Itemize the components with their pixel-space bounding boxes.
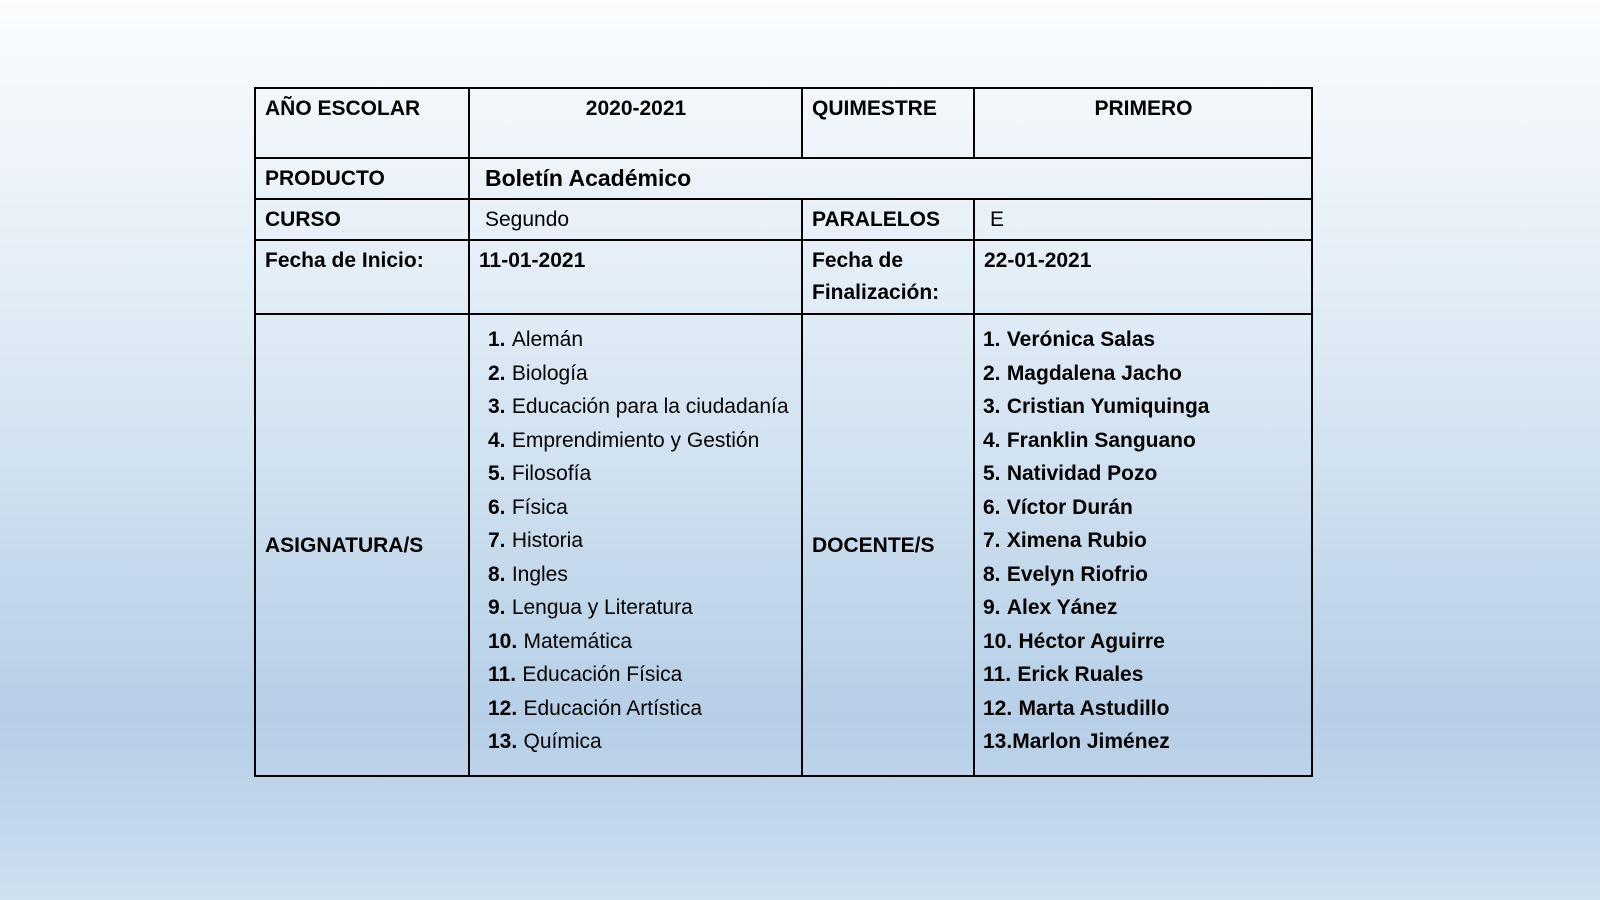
teacher-name: Héctor Aguirre: [1018, 629, 1165, 653]
row-dates: [255, 240, 1312, 314]
teacher-name: Verónica Salas: [1006, 328, 1156, 351]
subject-number: 7.: [488, 529, 506, 552]
parallels-label: PARALELOS: [802, 199, 974, 240]
subject-item: [488, 323, 793, 357]
end-date-label: Fecha de Finalización:: [802, 240, 974, 314]
row-course: [255, 199, 1312, 240]
subject-number: 13.: [488, 730, 518, 753]
subject-number: 4.: [488, 428, 506, 452]
subject-item: [488, 357, 793, 391]
subject-name: Alemán: [511, 328, 584, 351]
teacher-name: Natividad Pozo: [1006, 462, 1158, 485]
quimester-value: PRIMERO: [974, 88, 1312, 158]
teacher-item: [983, 457, 1303, 491]
teacher-name: Erick Ruales: [1017, 663, 1144, 686]
subject-number: 1.: [488, 328, 506, 351]
teachers-list: [983, 323, 1303, 759]
subject-name: Biología: [511, 361, 588, 385]
school-year-value: 2020-2021: [469, 88, 802, 158]
teacher-name: Evelyn Riofrio: [1006, 562, 1149, 586]
row-subjects-teachers: [255, 314, 1312, 776]
teacher-number: 2.: [983, 361, 1001, 385]
teacher-item: [983, 390, 1303, 424]
teacher-name: Cristian Yumiquinga: [1006, 395, 1210, 418]
row-school-year: [255, 88, 1312, 158]
subject-number: 2.: [488, 361, 506, 385]
teacher-name: Magdalena Jacho: [1006, 361, 1182, 385]
teacher-number: 6.: [983, 495, 1001, 519]
teacher-name: Marta Astudillo: [1018, 696, 1170, 720]
parallels-value: E: [974, 199, 1312, 240]
course-label: CURSO: [255, 199, 469, 240]
teacher-number: 11.: [983, 663, 1012, 686]
subject-item: [488, 424, 793, 458]
subject-item: [488, 692, 793, 726]
subject-name: Educación Física: [522, 663, 683, 686]
teacher-number: 9.: [983, 596, 1001, 619]
product-value: Boletín Académico: [469, 158, 1312, 199]
subject-item: [488, 591, 793, 625]
teacher-number: 3.: [983, 395, 1001, 418]
teacher-item: [983, 625, 1303, 659]
subject-name: Matemática: [523, 629, 633, 653]
teacher-item: [983, 524, 1303, 558]
teacher-name: Víctor Durán: [1006, 495, 1133, 519]
start-date-value: 11-01-2021: [469, 240, 802, 314]
subject-name: Ingles: [511, 562, 568, 586]
start-date-label: Fecha de Inicio:: [255, 240, 469, 314]
teacher-number: 1.: [983, 328, 1001, 351]
subject-number: 3.: [488, 395, 506, 418]
subject-number: 10.: [488, 629, 518, 653]
teacher-number: 13.: [983, 730, 1013, 753]
subject-item: [488, 524, 793, 558]
teacher-name: Alex Yánez: [1006, 596, 1118, 619]
quimester-label: QUIMESTRE: [802, 88, 974, 158]
teacher-item: [983, 658, 1303, 692]
subjects-list: [488, 323, 793, 759]
subject-name: Química: [523, 730, 602, 753]
subject-number: 12.: [488, 696, 518, 720]
teacher-item: [983, 725, 1303, 759]
subject-number: 9.: [488, 596, 506, 619]
subject-item: [488, 558, 793, 592]
subject-number: 6.: [488, 495, 506, 519]
course-value: Segundo: [469, 199, 802, 240]
subject-name: Emprendimiento y Gestión: [511, 428, 760, 452]
academic-info-table: [254, 87, 1313, 777]
teacher-item: [983, 692, 1303, 726]
subject-item: [488, 457, 793, 491]
subject-item: [488, 625, 793, 659]
teacher-number: 12.: [983, 696, 1013, 720]
teacher-number: 10.: [983, 629, 1013, 653]
subject-name: Lengua y Literatura: [511, 596, 693, 619]
teacher-item: [983, 323, 1303, 357]
subjects-label: ASIGNATURA/S: [255, 314, 469, 776]
subject-number: 5.: [488, 462, 506, 485]
subject-name: Educación Artística: [523, 696, 703, 720]
teacher-name: Franklin Sanguano: [1006, 428, 1196, 452]
teacher-number: 4.: [983, 428, 1001, 452]
row-product: [255, 158, 1312, 199]
school-year-label: AÑO ESCOLAR: [255, 88, 469, 158]
subject-name: Historia: [511, 529, 583, 552]
subject-name: Educación para la ciudadanía: [511, 395, 789, 418]
subject-name: Filosofía: [511, 462, 592, 485]
subjects-list-cell: [469, 314, 802, 776]
teacher-number: 5.: [983, 462, 1001, 485]
subject-item: [488, 658, 793, 692]
subject-number: 11.: [488, 663, 517, 686]
subject-item: [488, 491, 793, 525]
subject-item: [488, 390, 793, 424]
teacher-item: [983, 357, 1303, 391]
teacher-item: [983, 491, 1303, 525]
teachers-label: DOCENTE/S: [802, 314, 974, 776]
subject-item: [488, 725, 793, 759]
teacher-name: Ximena Rubio: [1006, 529, 1147, 552]
teacher-number: 8.: [983, 562, 1001, 586]
teacher-number: 7.: [983, 529, 1001, 552]
teacher-item: [983, 558, 1303, 592]
subject-number: 8.: [488, 562, 506, 586]
teacher-name: Marlon Jiménez: [1012, 730, 1170, 753]
end-date-value: 22-01-2021: [974, 240, 1312, 314]
teacher-item: [983, 591, 1303, 625]
subject-name: Física: [511, 495, 568, 519]
teacher-item: [983, 424, 1303, 458]
product-label: PRODUCTO: [255, 158, 469, 199]
teachers-list-cell: [974, 314, 1312, 776]
